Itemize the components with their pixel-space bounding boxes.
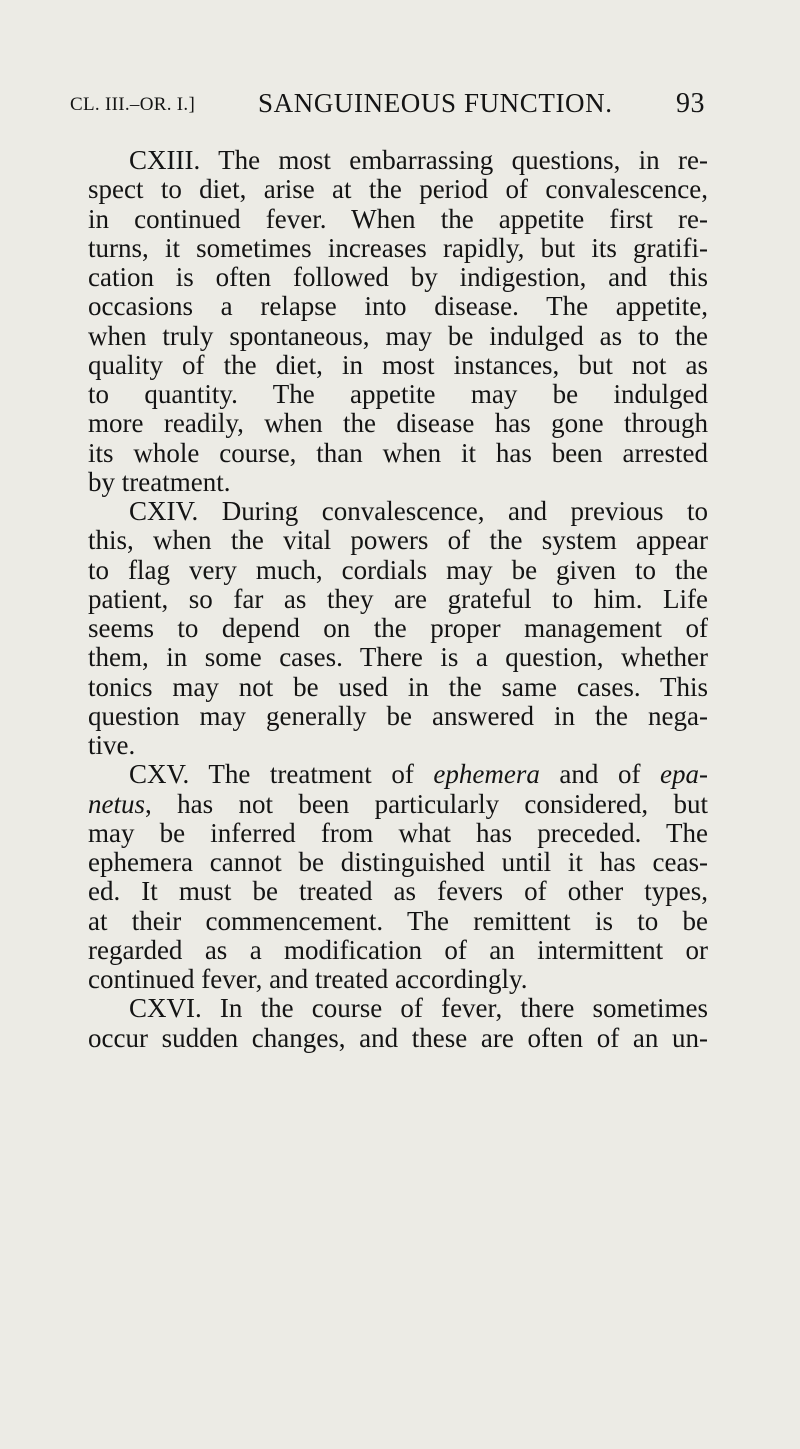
text-line: CXIV. During convalescence, and previous to: [129, 496, 708, 526]
text-line: CXIII. The most embarrassing questions, in re-: [129, 145, 708, 175]
text-line: them, in some cases. There is a question, whether: [88, 642, 708, 673]
text-line: regarded as a modification of an intermittent or: [88, 934, 708, 965]
text-line: more readily, when the disease has gone through: [88, 408, 708, 439]
text-line: ephemera cannot be distinguished until it has ceas-: [88, 847, 708, 877]
text-line: occur sudden changes, and these are often of an un-: [88, 1022, 708, 1053]
page-number: 93: [676, 88, 705, 119]
text-line: CXV. The treatment of ephemera and of epa-: [129, 759, 708, 790]
text-line: CXVI. In the course of fever, there sometimes: [129, 993, 708, 1024]
text-line: tonics may not be used in the same cases. This: [88, 671, 708, 702]
text-line: to flag very much, cordials may be given to the: [88, 554, 708, 585]
text-line: its whole course, than when it has been arrested: [88, 437, 708, 468]
text-line: may be inferred from what has preceded. The: [88, 817, 708, 848]
text-line: turns, it sometimes increases rapidly, but its gratifi-: [88, 232, 708, 263]
text-line: quality of the diet, in most instances, but not as: [88, 349, 708, 380]
text-line: occasions a relapse into disease. The appetite,: [88, 291, 708, 322]
text-line: in continued fever. When the appetite first re-: [88, 203, 708, 234]
text-line: patient, so far as they are grateful to him. Life: [88, 583, 708, 614]
text-line: at their commencement. The remittent is to be: [88, 905, 708, 936]
text-line: netus, has not been particularly considered, but: [88, 788, 708, 819]
text-line: ed. It must be treated as fevers of other types,: [88, 876, 708, 907]
text-line: by treatment.: [88, 466, 231, 497]
page-title: SANGUINEOUS FUNCTION.: [258, 88, 613, 118]
chapter-reference: CL. III.–OR. I.]: [70, 94, 196, 115]
text-line: cation is often followed by indigestion, and this: [88, 262, 708, 292]
text-line: this, when the vital powers of the system appear: [88, 525, 708, 556]
text-line: question may generally be answered in the nega-: [88, 700, 708, 731]
text-line: spect to diet, arise at the period of convalescence,: [88, 174, 708, 205]
text-line: seems to depend on the proper management of: [88, 613, 708, 643]
running-head: [70, 88, 705, 124]
body-text: [88, 146, 708, 1053]
text-line: when truly spontaneous, may be indulged as to the: [88, 320, 708, 351]
text-line: to quantity. The appetite may be indulged: [88, 379, 708, 409]
text-line: continued fever, and treated accordingly.: [88, 964, 528, 994]
text-line: tive.: [88, 730, 136, 760]
